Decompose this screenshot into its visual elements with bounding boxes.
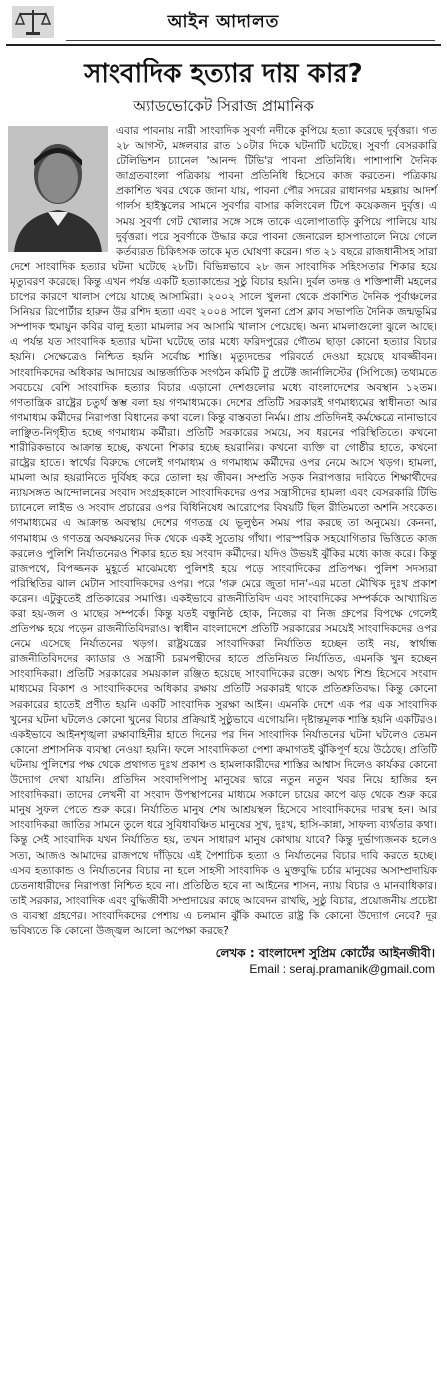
article-byline: অ্যাডভোকেট সিরাজ প্রামানিক [133,97,314,115]
section-header [6,0,441,46]
writer-email: Email : seraj.pramanik@gmail.com [249,962,435,977]
section-label: আইন আদালত [167,12,280,32]
author-photo [8,126,108,252]
article-footer [6,945,441,977]
article-text: এবার পাবনায় নারী সাংবাদিক সুবর্ণা নদীকে কুপিয়ে হত্যা করেছে দুর্বৃত্তরা। গত ২৮ আগস্ট, মঙ্গলবার রাত ১০টার দিকে ঘটনাটি ঘটেছে। সুবর্ণা বেসরকারি টেলিভিশন চ্যানেল 'আনন্দ টিভি'র পাবনা প্রতিনিধি। পাশাপাশি দৈনিক জাগ্রতবাংলা পত্রিকায় পাবনা প্রতিনিধি হিসেবে কাজ করতেন। পত্রিকায় প্রকাশিত খবর থেকে জানা যায়, পাবনা পৌর সদরের রাধানগর মহল্লায় আদর্শ গার্লস হাইস্কুলের সামনে সুবর্ণার বাসার কলিংবেল টিপে কয়েকজন দুর্বৃত্ত। এ সময় সুবর্ণা গেট খোলার সঙ্গে সঙ্গে তাকে এলোপাতাড়ি কুপিয়ে পালিয়ে যায় দুর্বৃত্তরা। পরে সুবর্ণাকে উদ্ধার করে পাবনা জেনারেল হাসপাতালে নিয়ে গেলে কর্তব্যরত চিকিৎসক তাকে মৃত ঘোষণা করেন। গত ২১ বছরে রাজধানীসহ সারা দেশে সাংবাদিক হত্যার ঘটনা ঘটেছে ২৮টি। বিভিন্নভাবে ২৮ জন সাংবাদিক সহিংসতার শিকার হয়ে মৃত্যুবরণ করেছে। কিন্তু এখন পর্যন্ত একটি হত্যাকান্ডের সুষ্ঠু বিচার হয়নি। দুর্বল তদন্ত ও শক্তিশালী মহলের চাপের কারণে খালাস পেয়ে যাচ্ছে আসামিরা। ২০০২ সালে খুলনা থেকে প্রকাশিত দৈনিক পূর্বাঞ্চলের সিনিয়র রিপোর্টার হারুন উর রশিদ হত্যা এবং ২০০৪ সালে খুলনা প্রেস ক্লাব সভাপতি দৈনিক জন্মভূমির সম্পাদক হুমায়ুন কবির বালু হত্যা মামলার সব আসামি খালাস পেয়েছে। অন্য মামলাগুলো ঝুলে আছে। এ পর্যন্ত যত সাংবাদিক হত্যার ঘটনা ঘটেছে তার মধ্যে ফরিদপুরের গৌতম ছাড়া কোনো হত্যার বিচার হয়নি। সেক্ষেত্রেও নিশ্চিত হয়নি সর্বোচ্চ শাস্তি। মৃত্যুদন্ডের পরিবর্তে দেওয়া হয়েছে যাবজ্জীবন। সাংবাদিকদের অধিকার আদায়ের আন্তর্জাতিক সংগঠন কমিটি টু প্রটেক্ট জার্নালিস্টের (সিপিজে) তথ্যমতে সবচেয়ে বেশি সাংবাদিক হত্যার বিচার এড়ানো দেশগুলোর মধ্যে বাংলাদেশের অবস্থান ১২তম। গণতান্ত্রিক রাষ্ট্রের চতুর্থ স্তম্ভ বলা হয় গণমাধ্যমকে। দেশের প্রতিটি সরকারই গণমাধ্যমের স্বাধীনতা আর গণমাধ্যম কর্মীদের নিরাপত্তা বিধানের কথা বলে। কিন্তু বাস্তবতা নির্মম। প্রায় প্রতিদিনই কর্মক্ষেত্রে নানাভাবে লাঞ্ছিত-নিগৃহীত হচ্ছে গণমাধ্যম কর্মীরা। প্রতিটি সরকারের সময়ে, সব ধরনের পরিস্থিতিতে। কখনো শারীরিকভাবে আক্রান্ত হচ্ছে, কখনো শিকার হচ্ছে হয়রানির। কখনো ব্যক্তি বা গোষ্ঠীর হাতে, কখনো রাষ্ট্রের হাতে। স্বার্থের বিরুদ্ধে গেলেই গণমাধ্যম ও গণমাধ্যম কর্মীদের ওপর নেমে আসে খড়গ। হামলা, মামলা আর হয়রানিতে দুর্বিষহ করে তোলা হয় জীবন। সম্প্রতি সড়ক নিরাপত্তার দাবিতে শিক্ষার্থীদের ন্যায়সঙ্গত আন্দোলনের সংবাদ সংগ্রহকালে সাংবাদিকদের ওপর সন্ত্রাসীদের হামলা এবং বেসরকারি টিভি চ্যানেলে লাইভ ও সংবাদ প্রচারের ওপর বিধিনিষেধ আরোপের বিষয়টি ছিল রীতিমতো অশনি সংকেত। গণমাধ্যমের এ আক্রান্ত অবস্থায় দেশের গণতন্ত্র যে ভূলুণ্ঠন সময় পার করছে তা অনুমেয়। কেননা, গণমাধ্যম ও গণতন্ত্র অবক্ষয়নের দিক থেকে একই সুতোয় গাঁথা। পারস্পরিক সহযোগিতার ভিত্তিতে কাজ করলেও পুলিশি নির্যাতনেরও শিকার হতে হয় সংবাদ কর্মীদের। যদিও উভয়ই ঝুঁকির মধ্যে কাজ করে। কিন্তু রাজপথে, বিপজ্জনক মুহূর্তে মাঝেমধ্যে পুলিশই হয়ে পড়ে সাংবাদিকের প্রতিপক্ষ। পুলিশ সদস্যরা পরিস্থিতির ঝাল মেটান সাংবাদিকদের ওপর। পরে 'গরু মেরে জুতা দান'-এর মতো মৌখিক দুঃখ প্রকাশ করেন। এটুকুতেই প্রতিকারের সমাপ্তি। একইভাবে রাজনীতিবিদ এবং সাংবাদিকের সম্পর্ককে আখ্যায়িত করা হয়-জল ও মাছের সম্পর্কে। কিন্তু যতই বন্ধুনিষ্ঠ হোক, নিজের বা নিজ গ্রুপের বিপক্ষে গেলেই প্রতিপক্ষ হয়ে পড়েন রাজনীতিবিদরাও। স্বাধীন বাংলাদেশে প্রতিটি সরকারের সময়েই সাংবাদিকদের ওপর নেমে এসেছে নির্যাতনের খড়গ। রাষ্ট্রযন্ত্রের সাংবাদিকরা নির্যাতিত হচ্ছেন তাই নয়, স্বার্থান্ধ রাজনীতিবিদদের ক্যাডার ও সন্ত্রাসী চরমপন্থীদের হাতে প্রতিনিয়ত নির্যাতিত, এমনকি খুন হচ্ছেন সাংবাদিকরা। প্রতিটি সরকারের সময়কাল রঞ্জিত হয়েছে সাংবাদিকের রক্তে। অথচ শিশু হিসেবে সংবাদ মাধ্যমের বিকাশ ও সাংবাদিকদের অধিকার রক্ষায় প্রতিটি সরকারই থাকে প্রতিশ্রুতিবদ্ধ। কিন্তু কোনো সরকারের হাতেই প্রণীত হয়নি একটি সাংবাদিক সুরক্ষা আইন। এমনকি দেশে এক পর এক সাংবাদিক খুনের ঘটনা ঘটলেও কোনো খুনের বিচার প্রক্রিয়াই সুষ্ঠুভাবে এগোয়নি। দৃষ্টান্তমূলক শাস্তি হয়নি একটিরও। একইভাবে আইনশৃঙ্খলা রক্ষাবাহিনীর হাতে দিনের পর দিন সাংবাদিক নির্যাতনের ঘটনা ঘটলেও তেমন কোনো প্রশাসনিক ব্যবস্থা নেওয়া হয়নি। ফলে সাংবাদিকতা পেশা ক্রমাগতই ঝুঁকিপূর্ণ হয়ে উঠেছে। প্রতিটি ঘটনায় পুলিশের পক্ষ থেকে প্রথাগত দুঃখ প্রকাশ ও হামলাকারীদের শাস্তির আশ্বাস দিলেও কার্যকর কোনো উদ্যোগ দেখা যায়নি। প্রতিদিন সংবাদপিপাসু মানুষের দ্বারে নতুন নতুন খবর নিয়ে হাজির হন সাংবাদিকরা। তাদের লেখনী বা সংবাদ উপস্থাপনের মাধ্যমে সকালে চায়ের কাপে ঝড় থেকে শুরু করে মানুষ সুফল পেতে শুরু করে। নির্যাতিত মানুষ শেষ আশ্রয়স্থল হিসেবে সাংবাদিকদের দারস্থ হন। আর সাংবাদিকরা জাতির সামনে তুলে ধরে সুবিধাবঞ্চিত মানুষের সুখ, দুঃখ, হাসি-কান্না, সাফল্য ব্যর্থতার কথা। কিন্তু সেই সাংবাদিক যখন নির্যাতিত হয়, তখন সাধারণ মানুষ কোথায় যাবে? কিন্তু দুর্ভাগ্যজনক হলেও সত্য, আজও আমাদের রাজপথে দাঁড়িয়ে এই পৈশাচিক হত্যা ও নির্যাতনের বিচার দাবি করতে হচ্ছে। এসব হত্যাকান্ড ও নির্যাতনের বিচার না হলে সাহসী সাংবাদিক ও মুক্তবুদ্ধি চর্চার মানুষের অসাম্প্রদায়িক চেতনাধারীদের নিরাপত্তা নিশ্চিত হবে না। প্রতিষ্ঠিত হবে না আইনের শাসন, ন্যায় বিচার ও মানবাধিকার। তাই সরকার, সাংবাদিক এবং বুদ্ধিজীবী সম্প্রদায়ের কাছে আবেদন রাখছি, সুষ্ঠু বিচার, প্রয়োজনীয় প্রচেষ্টা ও ব্যবস্থা গ্রহণের। সাংবাদিকদের পেশায় এ চলমান ঝুঁকি কমাতে রাষ্ট্র কি কোনো উদ্যোগ নেবে? দূর ভবিষ্যতে কি কোনো উজ্জ্বল আলো অপেক্ষা করছে? [10,125,437,937]
header-divider [66,40,435,41]
writer-note: লেখক : বাংলাদেশ সুপ্রিম কোর্টের আইনজীবী। [215,946,435,961]
article-headline: সাংবাদিক হত্যার দায় কার? [84,59,363,89]
article-body [6,124,441,939]
